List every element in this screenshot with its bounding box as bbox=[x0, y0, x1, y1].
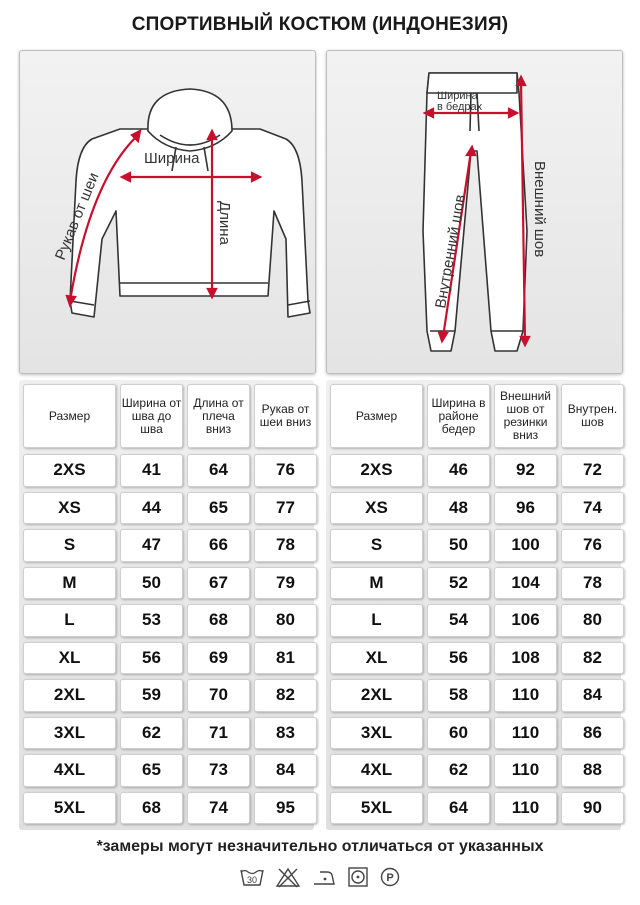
pants-table-header-cell: Внутрен. шов bbox=[561, 384, 624, 448]
iron-low-icon bbox=[311, 866, 337, 888]
top-table-value-cell: 80 bbox=[254, 604, 317, 637]
top-table-value-cell: 81 bbox=[254, 642, 317, 675]
pants-table-value-cell: 64 bbox=[427, 792, 490, 825]
pants-table-value-cell: 62 bbox=[427, 754, 490, 787]
top-table-header-cell: Рукав от шеи вниз bbox=[254, 384, 317, 448]
hoodie-diagram-panel bbox=[19, 50, 316, 374]
top-table-value-cell: 79 bbox=[254, 567, 317, 600]
pants-table-size-cell: 4XL bbox=[330, 754, 423, 787]
pants-table-size-cell: 3XL bbox=[330, 717, 423, 750]
pants-table-header-cell: Размер bbox=[330, 384, 423, 448]
no-bleach-icon bbox=[275, 866, 301, 888]
top-table-size-cell: 5XL bbox=[23, 792, 116, 825]
pants-diagram-panel bbox=[326, 50, 623, 374]
hoodie-illustration bbox=[20, 51, 315, 373]
top-table-value-cell: 62 bbox=[120, 717, 183, 750]
pants-table-value-cell: 46 bbox=[427, 454, 490, 487]
pants-illustration bbox=[327, 51, 622, 373]
top-table-size-cell: XL bbox=[23, 642, 116, 675]
pants-table-header-cell: Внешний шов от резинки вниз bbox=[494, 384, 557, 448]
pants-table-value-cell: 48 bbox=[427, 492, 490, 525]
pants-table-value-cell: 104 bbox=[494, 567, 557, 600]
care-icons-row bbox=[0, 866, 640, 890]
pants-table-value-cell: 54 bbox=[427, 604, 490, 637]
top-table-value-cell: 77 bbox=[254, 492, 317, 525]
top-size-table bbox=[19, 380, 314, 830]
top-table-size-cell: 2XS bbox=[23, 454, 116, 487]
pants-table-size-cell: M bbox=[330, 567, 423, 600]
top-table-value-cell: 68 bbox=[187, 604, 250, 637]
pants-table-value-cell: 84 bbox=[561, 679, 624, 712]
top-table-value-cell: 82 bbox=[254, 679, 317, 712]
top-table-value-cell: 50 bbox=[120, 567, 183, 600]
top-table-value-cell: 84 bbox=[254, 754, 317, 787]
pants-table-value-cell: 74 bbox=[561, 492, 624, 525]
pants-table-size-cell: S bbox=[330, 529, 423, 562]
dry-clean-p-icon bbox=[379, 866, 401, 888]
top-table-header-cell: Размер bbox=[23, 384, 116, 448]
top-table-header-cell: Длина от плеча вниз bbox=[187, 384, 250, 448]
pants-table-value-cell: 106 bbox=[494, 604, 557, 637]
pants-table-value-cell: 56 bbox=[427, 642, 490, 675]
top-table-size-cell: XS bbox=[23, 492, 116, 525]
pants-table-value-cell: 108 bbox=[494, 642, 557, 675]
pants-outer-seam-label: Внешний шов bbox=[531, 161, 548, 258]
top-table-value-cell: 47 bbox=[120, 529, 183, 562]
top-table-value-cell: 78 bbox=[254, 529, 317, 562]
pants-table-value-cell: 100 bbox=[494, 529, 557, 562]
top-table-value-cell: 53 bbox=[120, 604, 183, 637]
measurement-footnote: *замеры могут незначительно отличаться от указанных bbox=[96, 838, 544, 855]
top-table-value-cell: 66 bbox=[187, 529, 250, 562]
pants-table-value-cell: 110 bbox=[494, 792, 557, 825]
pants-table-value-cell: 90 bbox=[561, 792, 624, 825]
tumble-dry-icon bbox=[347, 866, 369, 888]
pants-hips-label-line1: Ширина bbox=[437, 90, 478, 102]
pants-table-value-cell: 110 bbox=[494, 679, 557, 712]
pants-table-value-cell: 80 bbox=[561, 604, 624, 637]
top-table-value-cell: 70 bbox=[187, 679, 250, 712]
pants-table-size-cell: 5XL bbox=[330, 792, 423, 825]
pants-size-table bbox=[326, 380, 621, 830]
top-table-size-cell: S bbox=[23, 529, 116, 562]
top-table-value-cell: 65 bbox=[187, 492, 250, 525]
hoodie-length-label: Длина bbox=[216, 201, 233, 245]
top-table-value-cell: 76 bbox=[254, 454, 317, 487]
top-table-value-cell: 71 bbox=[187, 717, 250, 750]
top-table-size-cell: 2XL bbox=[23, 679, 116, 712]
top-table-size-cell: 4XL bbox=[23, 754, 116, 787]
pants-table-value-cell: 60 bbox=[427, 717, 490, 750]
dry-clean-p-text: P bbox=[386, 872, 394, 884]
pants-table-value-cell: 58 bbox=[427, 679, 490, 712]
top-table-size-cell: 3XL bbox=[23, 717, 116, 750]
pants-table-value-cell: 96 bbox=[494, 492, 557, 525]
pants-table-size-cell: 2XL bbox=[330, 679, 423, 712]
pants-table-value-cell: 50 bbox=[427, 529, 490, 562]
top-table-size-cell: M bbox=[23, 567, 116, 600]
pants-table-header-cell: Ширина в районе бедер bbox=[427, 384, 490, 448]
pants-table-value-cell: 72 bbox=[561, 454, 624, 487]
top-table-value-cell: 74 bbox=[187, 792, 250, 825]
pants-table-value-cell: 86 bbox=[561, 717, 624, 750]
top-table-header-cell: Ширина от шва до шва bbox=[120, 384, 183, 448]
top-table-value-cell: 69 bbox=[187, 642, 250, 675]
top-table-size-cell: L bbox=[23, 604, 116, 637]
pants-table-value-cell: 110 bbox=[494, 754, 557, 787]
top-table-value-cell: 65 bbox=[120, 754, 183, 787]
top-table-value-cell: 56 bbox=[120, 642, 183, 675]
top-table-value-cell: 68 bbox=[120, 792, 183, 825]
top-table-value-cell: 44 bbox=[120, 492, 183, 525]
hoodie-hood-outline bbox=[148, 89, 232, 151]
top-table-value-cell: 64 bbox=[187, 454, 250, 487]
wash-30-icon bbox=[239, 866, 265, 888]
pants-table-size-cell: 2XS bbox=[330, 454, 423, 487]
pants-inner-seam-label: Внутренний шов bbox=[432, 193, 469, 310]
pants-table-value-cell: 82 bbox=[561, 642, 624, 675]
pants-table-value-cell: 78 bbox=[561, 567, 624, 600]
top-table-value-cell: 67 bbox=[187, 567, 250, 600]
hoodie-sleeve-label: Рукав от шеи bbox=[51, 170, 103, 263]
pants-table-size-cell: XL bbox=[330, 642, 423, 675]
page-title: СПОРТИВНЫЙ КОСТЮМ (ИНДОНЕЗИЯ) bbox=[131, 14, 509, 35]
top-table-value-cell: 41 bbox=[120, 454, 183, 487]
pants-table-value-cell: 110 bbox=[494, 717, 557, 750]
hoodie-width-label: Ширина bbox=[144, 150, 200, 167]
pants-table-value-cell: 76 bbox=[561, 529, 624, 562]
top-table-value-cell: 59 bbox=[120, 679, 183, 712]
pants-table-value-cell: 52 bbox=[427, 567, 490, 600]
pants-hips-label-line2: в бедрах bbox=[437, 101, 483, 113]
top-table-value-cell: 73 bbox=[187, 754, 250, 787]
pants-table-size-cell: L bbox=[330, 604, 423, 637]
top-table-value-cell: 83 bbox=[254, 717, 317, 750]
pants-table-value-cell: 88 bbox=[561, 754, 624, 787]
wash-temp-text: 30 bbox=[246, 875, 258, 885]
pants-table-value-cell: 92 bbox=[494, 454, 557, 487]
top-table-value-cell: 95 bbox=[254, 792, 317, 825]
pants-table-size-cell: XS bbox=[330, 492, 423, 525]
